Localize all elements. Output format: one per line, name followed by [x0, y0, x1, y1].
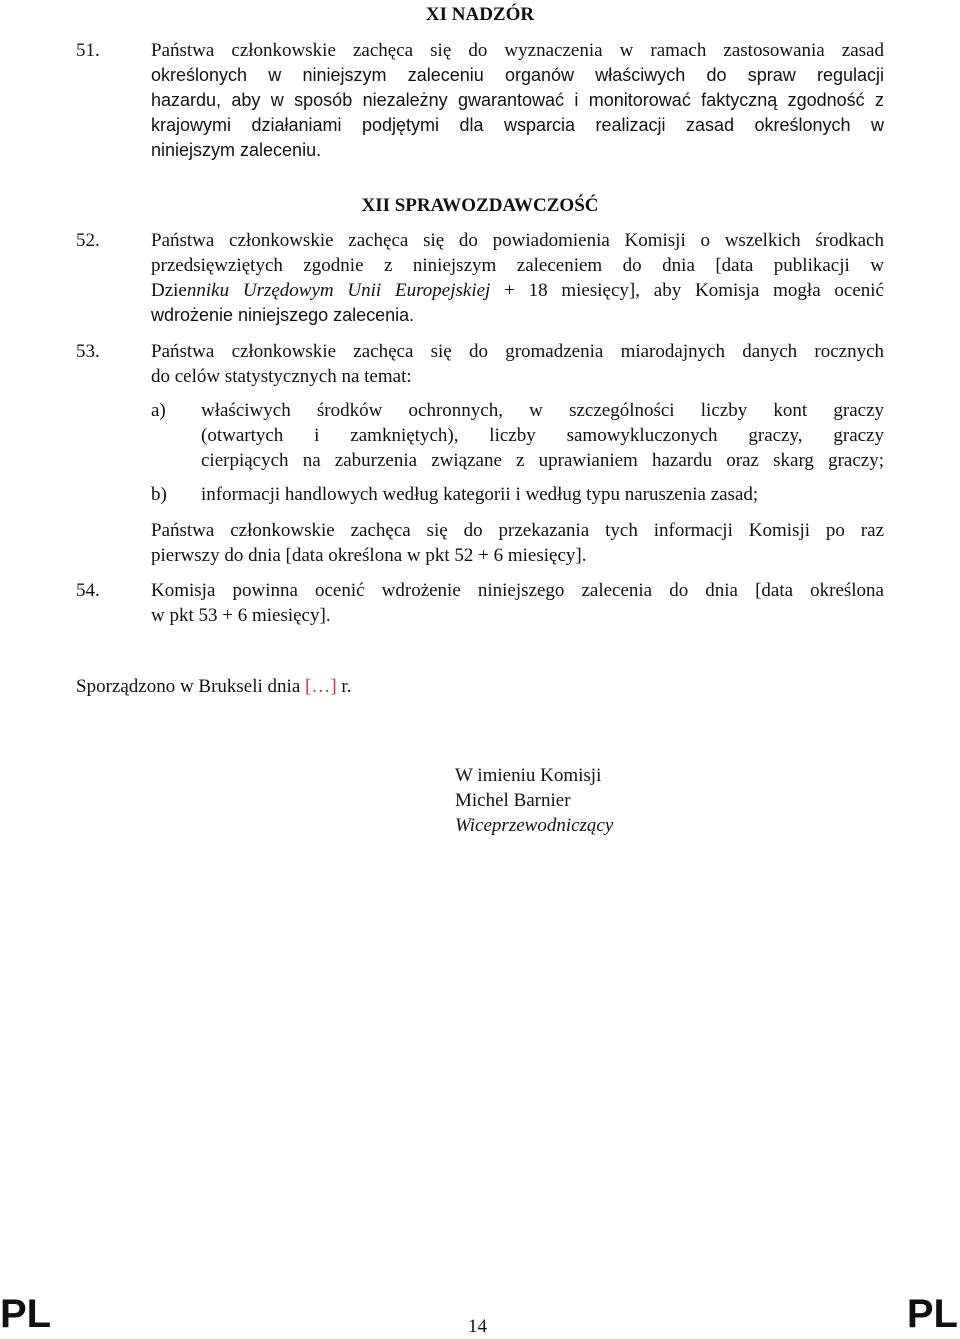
text-line: Państwa członkowskie zachęca się do gromadzenia miarodajnych danych rocznych: [151, 341, 884, 362]
paragraph-body: [151, 339, 884, 389]
text-line: krajowymi działaniami podjętymi dla wsparcia realizacji zasad określonych w: [151, 115, 884, 135]
text-line: Państwa członkowskie zachęca się do wyznaczenia w ramach zastosowania zasad: [151, 40, 884, 61]
text-line: [151, 278, 884, 303]
paragraph-number: 52.: [76, 230, 100, 251]
paragraph-53: [76, 339, 884, 389]
text-line: Państwa członkowskie zachęca się do przekazania tych informacji Komisji po raz: [151, 520, 884, 541]
text-line: informacji handlowych według kategorii i według typu naruszenia zasad;: [201, 484, 759, 505]
footer-language-left: PL: [0, 1292, 52, 1336]
text-line: do celów statystycznych na temat:: [151, 366, 412, 387]
text-line: niniejszym zaleceniu.: [151, 140, 322, 160]
section-heading-nadzor: XI NADZÓR: [425, 4, 535, 25]
date-placeholder: […]: [305, 676, 337, 697]
signature-block: [455, 763, 755, 838]
text-line: określonych w niniejszym zaleceniu organów właściwych do spraw regulacji: [151, 65, 884, 85]
text-line: Komisja powinna ocenić wdrożenie niniejszego zalecenia do dnia [data określona: [151, 580, 884, 601]
footer-language-right: PL: [906, 1292, 958, 1336]
journal-name-prefix: Dzie: [151, 280, 187, 301]
paragraph-body: [151, 38, 884, 163]
text-line: właściwych środków ochronnych, w szczególności liczby kont graczy: [201, 400, 884, 421]
list-item-body: [201, 482, 884, 507]
text-line: wdrożenie niniejszego zalecenia.: [151, 305, 415, 325]
text-line: w pkt 53 + 6 miesięcy].: [151, 605, 331, 626]
signatory-title: Wiceprzewodniczący: [455, 815, 614, 836]
paragraph-body: [151, 228, 884, 328]
done-at-line: [76, 674, 351, 699]
text-line: pierwszy do dnia [data określona w pkt 52 + 6 miesięcy].: [151, 545, 587, 566]
list-item-b: [151, 482, 884, 507]
list-item-label: b): [151, 484, 167, 505]
list-item-body: [201, 398, 884, 473]
text-line: cierpiących na zaburzenia związane z uprawianiem hazardu oraz skarg graczy;: [201, 450, 884, 471]
paragraph-51: [76, 38, 884, 163]
paragraph-number: 51.: [76, 40, 100, 61]
done-at-text: Sporządzono w Brukseli dnia: [76, 676, 306, 697]
page-number: 14: [468, 1316, 487, 1337]
paragraph-body: [151, 578, 884, 628]
paragraph-number: 54.: [76, 580, 100, 601]
list-item-label: a): [151, 400, 166, 421]
done-at-suffix: r.: [336, 676, 352, 697]
text-line: Państwa członkowskie zachęca się do powiadomienia Komisji o wszelkich środkach: [151, 230, 884, 251]
text-line: przedsięwziętych zgodnie z niniejszym zaleceniem do dnia [data publikacji w: [151, 255, 884, 276]
signatory-name: Michel Barnier: [455, 790, 571, 811]
text-line: (otwartych i zamkniętych), liczby samowykluczonych graczy, graczy: [201, 425, 884, 446]
journal-name-italic: nniku Urzędowym Unii Europejskiej: [186, 280, 491, 301]
paragraph-54: [76, 578, 884, 628]
section-heading-sprawozdawczosc: XII SPRAWOZDAWCZOŚĆ: [361, 195, 599, 216]
list-item-a: [151, 398, 884, 473]
paragraph-52: [76, 228, 884, 328]
signature-on-behalf: W imieniu Komisji: [455, 765, 602, 786]
paragraph-53-closing: [151, 518, 884, 568]
paragraph-number: 53.: [76, 341, 100, 362]
text-line: hazardu, aby w sposób niezależny gwarantować i monitorować faktyczną zgodność z: [151, 90, 884, 110]
text-fragment: + 18 miesięcy], aby Komisja mogła ocenić: [490, 280, 884, 301]
